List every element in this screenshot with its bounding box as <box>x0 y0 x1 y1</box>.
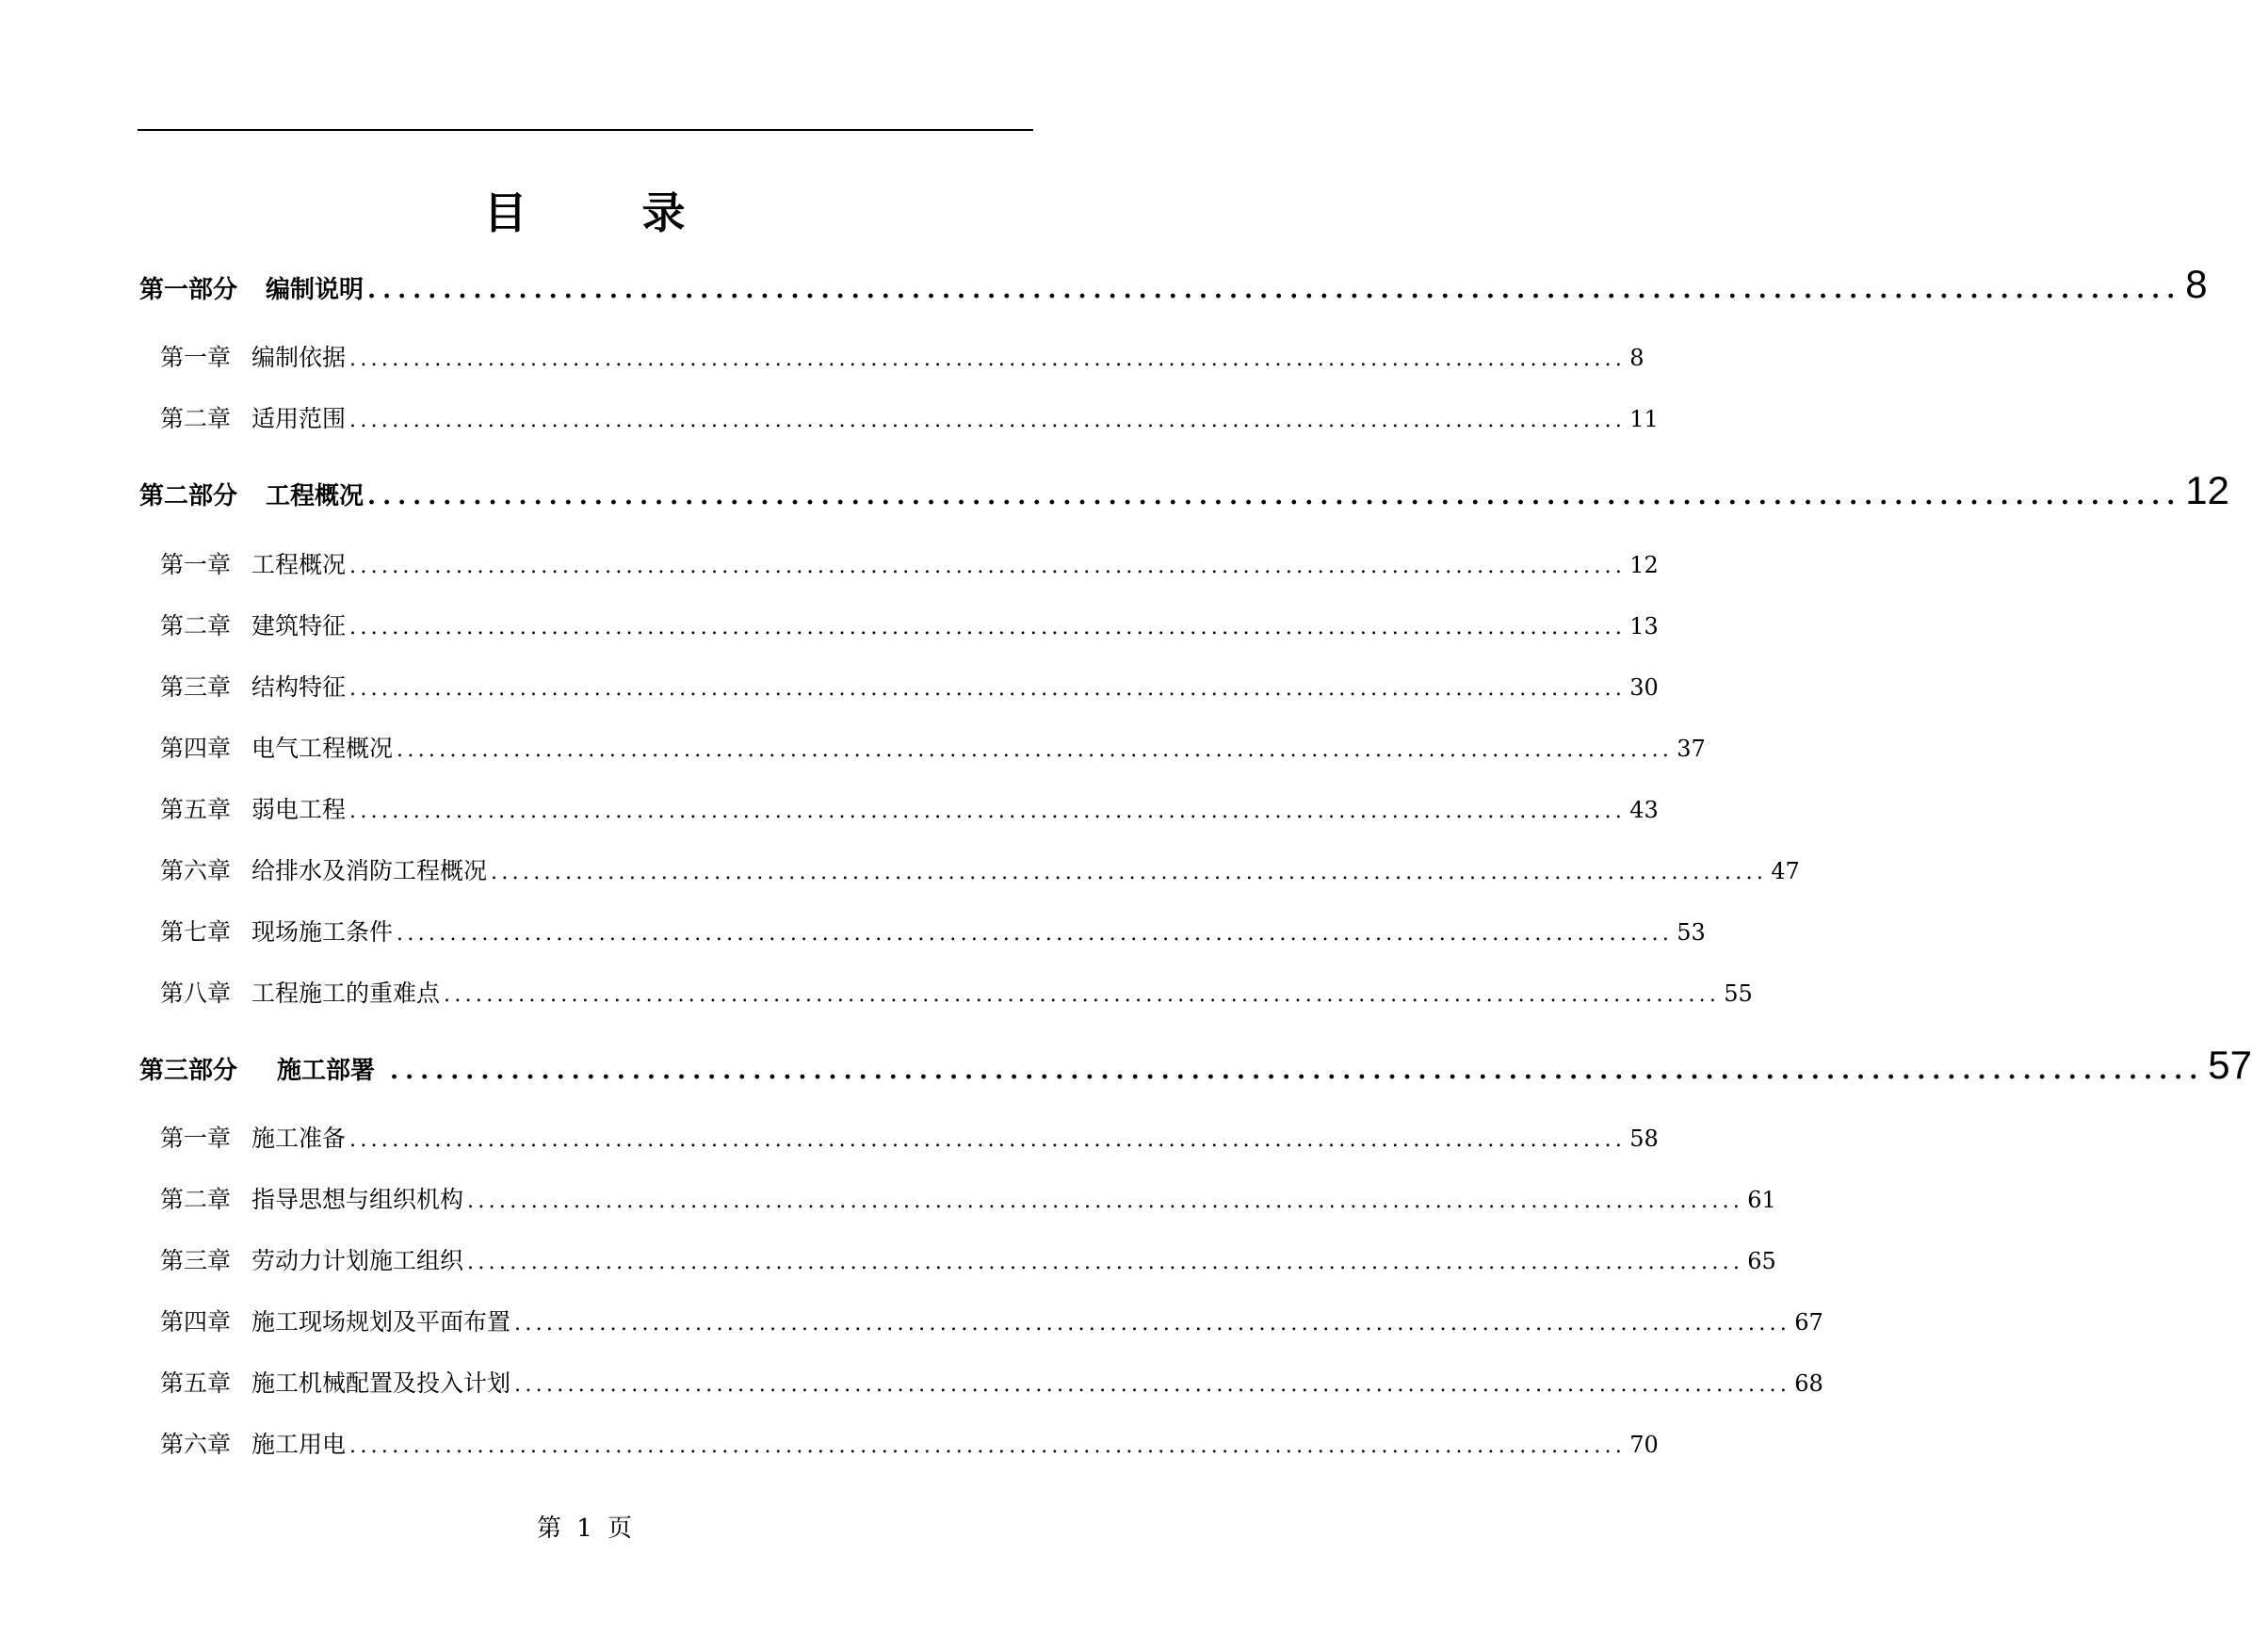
toc-entry-page: 11 <box>1629 406 1659 432</box>
toc-entry-page: 55 <box>1724 980 1753 1007</box>
toc-dot-leader: ........................................................................................................................ <box>349 348 1627 371</box>
toc-dot-leader: ........................................................................................................................ <box>349 409 1627 432</box>
toc-entry-page: 12 <box>2185 468 2229 512</box>
toc-entry-chapter[interactable] <box>160 1181 1776 1215</box>
toc-entry-chapter[interactable] <box>160 1120 1659 1154</box>
toc-entry-page: 8 <box>2185 262 2208 306</box>
toc-entry-prefix: 第三章 <box>160 673 232 701</box>
toc-entry-prefix: 第一章 <box>160 551 232 578</box>
toc-entry-prefix: 第三章 <box>160 1247 232 1274</box>
toc-entry-chapter[interactable] <box>160 669 1659 703</box>
toc-dot-leader: ........................................................................................................................ <box>349 677 1627 701</box>
toc-entry-label: 施工机械配置及投入计划 <box>251 1369 511 1397</box>
toc-dot-leader: ........................................................................................................................ <box>444 983 1721 1007</box>
toc-entry-label: 结构特征 <box>251 673 347 701</box>
toc-dot-leader: ........................................................................................................................ <box>467 1251 1744 1274</box>
toc-entry-chapter[interactable] <box>160 1304 1823 1337</box>
toc-entry-prefix: 第七章 <box>160 918 232 946</box>
toc-dot-leader: ........................................................................................................................ <box>367 276 2182 304</box>
toc-entry-page: 68 <box>1794 1370 1823 1397</box>
toc-entry-page: 8 <box>1629 345 1644 371</box>
toc-title: 目 录 <box>483 187 721 238</box>
toc-dot-leader: ........................................................................................................................ <box>390 1057 2205 1085</box>
toc-entry-chapter[interactable] <box>160 339 1644 373</box>
toc-entry-label: 给排水及消防工程概况 <box>251 857 488 884</box>
toc-entry-label: 弱电工程 <box>251 796 347 823</box>
toc-entry-prefix: 第一部分 <box>139 276 238 304</box>
toc-entry-chapter[interactable] <box>160 400 1659 434</box>
toc-entry-prefix: 第四章 <box>160 1308 232 1336</box>
toc-entry-page: 13 <box>1629 613 1659 640</box>
toc-dot-leader: ........................................................................................................................ <box>349 800 1627 823</box>
toc-entry-label: 施工现场规划及平面布置 <box>251 1308 511 1336</box>
toc-entry-page: 58 <box>1629 1126 1659 1152</box>
toc-entry-chapter[interactable] <box>160 1426 1659 1460</box>
toc-entry-prefix: 第四章 <box>160 735 232 762</box>
toc-entry-prefix: 第六章 <box>160 857 232 884</box>
toc-entry-prefix: 第八章 <box>160 980 232 1007</box>
toc-entry-part[interactable] <box>139 468 2229 513</box>
toc-entry-prefix: 第五章 <box>160 796 232 823</box>
toc-dot-leader: ........................................................................................................................ <box>349 1128 1627 1152</box>
toc-entry-prefix: 第五章 <box>160 1369 232 1397</box>
toc-entry-page: 47 <box>1771 858 1800 884</box>
toc-dot-leader: ........................................................................................................................ <box>514 1373 1791 1397</box>
toc-entry-prefix: 第三部分 <box>139 1057 238 1085</box>
toc-entry-chapter[interactable] <box>160 730 1706 764</box>
toc-entry-prefix: 第二章 <box>160 405 232 432</box>
toc-entry-page: 65 <box>1747 1248 1776 1274</box>
header-rule <box>138 129 1033 131</box>
page-footer: 第 1 页 <box>536 1514 633 1543</box>
toc-entry-label: 现场施工条件 <box>251 918 394 946</box>
toc-entry-label: 工程概况 <box>266 482 365 510</box>
toc-entry-label: 建筑特征 <box>251 612 347 640</box>
toc-entry-page: 43 <box>1629 797 1659 823</box>
toc-dot-leader: ........................................................................................................................ <box>397 738 1674 762</box>
toc-dot-leader: ........................................................................................................................ <box>349 616 1627 640</box>
toc-entry-prefix: 第一章 <box>160 1125 232 1152</box>
toc-entry-chapter[interactable] <box>160 546 1659 580</box>
toc-entry-prefix: 第二章 <box>160 1186 232 1213</box>
toc-entry-chapter[interactable] <box>160 1365 1823 1399</box>
toc-entry-page: 37 <box>1677 736 1706 762</box>
toc-entry-prefix: 第六章 <box>160 1431 232 1458</box>
toc-entry-part[interactable] <box>139 262 2208 307</box>
toc-dot-leader: ........................................................................................................................ <box>367 482 2182 510</box>
toc-entry-page: 12 <box>1629 552 1659 578</box>
toc-entry-chapter[interactable] <box>160 852 1800 886</box>
toc-entry-label: 施工用电 <box>251 1431 347 1458</box>
toc-entry-label: 适用范围 <box>251 405 347 432</box>
toc-entry-page: 70 <box>1629 1432 1659 1458</box>
toc-entry-label: 劳动力计划施工组织 <box>251 1247 464 1274</box>
toc-dot-leader: ........................................................................................................................ <box>514 1312 1791 1336</box>
toc-entry-chapter[interactable] <box>160 791 1659 825</box>
toc-entry-chapter[interactable] <box>160 975 1753 1009</box>
toc-dot-leader: ........................................................................................................................ <box>397 922 1674 946</box>
toc-entry-part[interactable] <box>139 1043 2252 1088</box>
toc-entry-label: 编制说明 <box>266 276 365 304</box>
toc-entry-prefix: 第二部分 <box>139 482 238 510</box>
toc-dot-leader: ........................................................................................................................ <box>349 555 1627 578</box>
toc-entry-page: 57 <box>2208 1043 2252 1087</box>
toc-entry-page: 67 <box>1794 1309 1823 1336</box>
toc-entry-chapter[interactable] <box>160 914 1706 947</box>
toc-dot-leader: ........................................................................................................................ <box>491 861 1768 884</box>
toc-entry-label: 工程施工的重难点 <box>251 980 441 1007</box>
toc-entry-page: 30 <box>1629 674 1659 701</box>
toc-entry-chapter[interactable] <box>160 607 1659 641</box>
toc-entry-label: 电气工程概况 <box>251 735 394 762</box>
toc-dot-leader: ........................................................................................................................ <box>467 1190 1744 1213</box>
toc-entry-prefix: 第一章 <box>160 344 232 371</box>
toc-dot-leader: ........................................................................................................................ <box>349 1434 1627 1458</box>
toc-entry-label: 编制依据 <box>251 344 347 371</box>
toc-entry-chapter[interactable] <box>160 1242 1776 1276</box>
toc-entry-label: 指导思想与组织机构 <box>251 1186 464 1213</box>
toc-entry-label: 工程概况 <box>251 551 347 578</box>
toc-entry-page: 53 <box>1677 919 1706 946</box>
toc-entry-prefix: 第二章 <box>160 612 232 640</box>
toc-entry-label: 施工部署 <box>277 1057 376 1085</box>
toc-entry-page: 61 <box>1747 1187 1776 1213</box>
toc-entry-label: 施工准备 <box>251 1125 347 1152</box>
